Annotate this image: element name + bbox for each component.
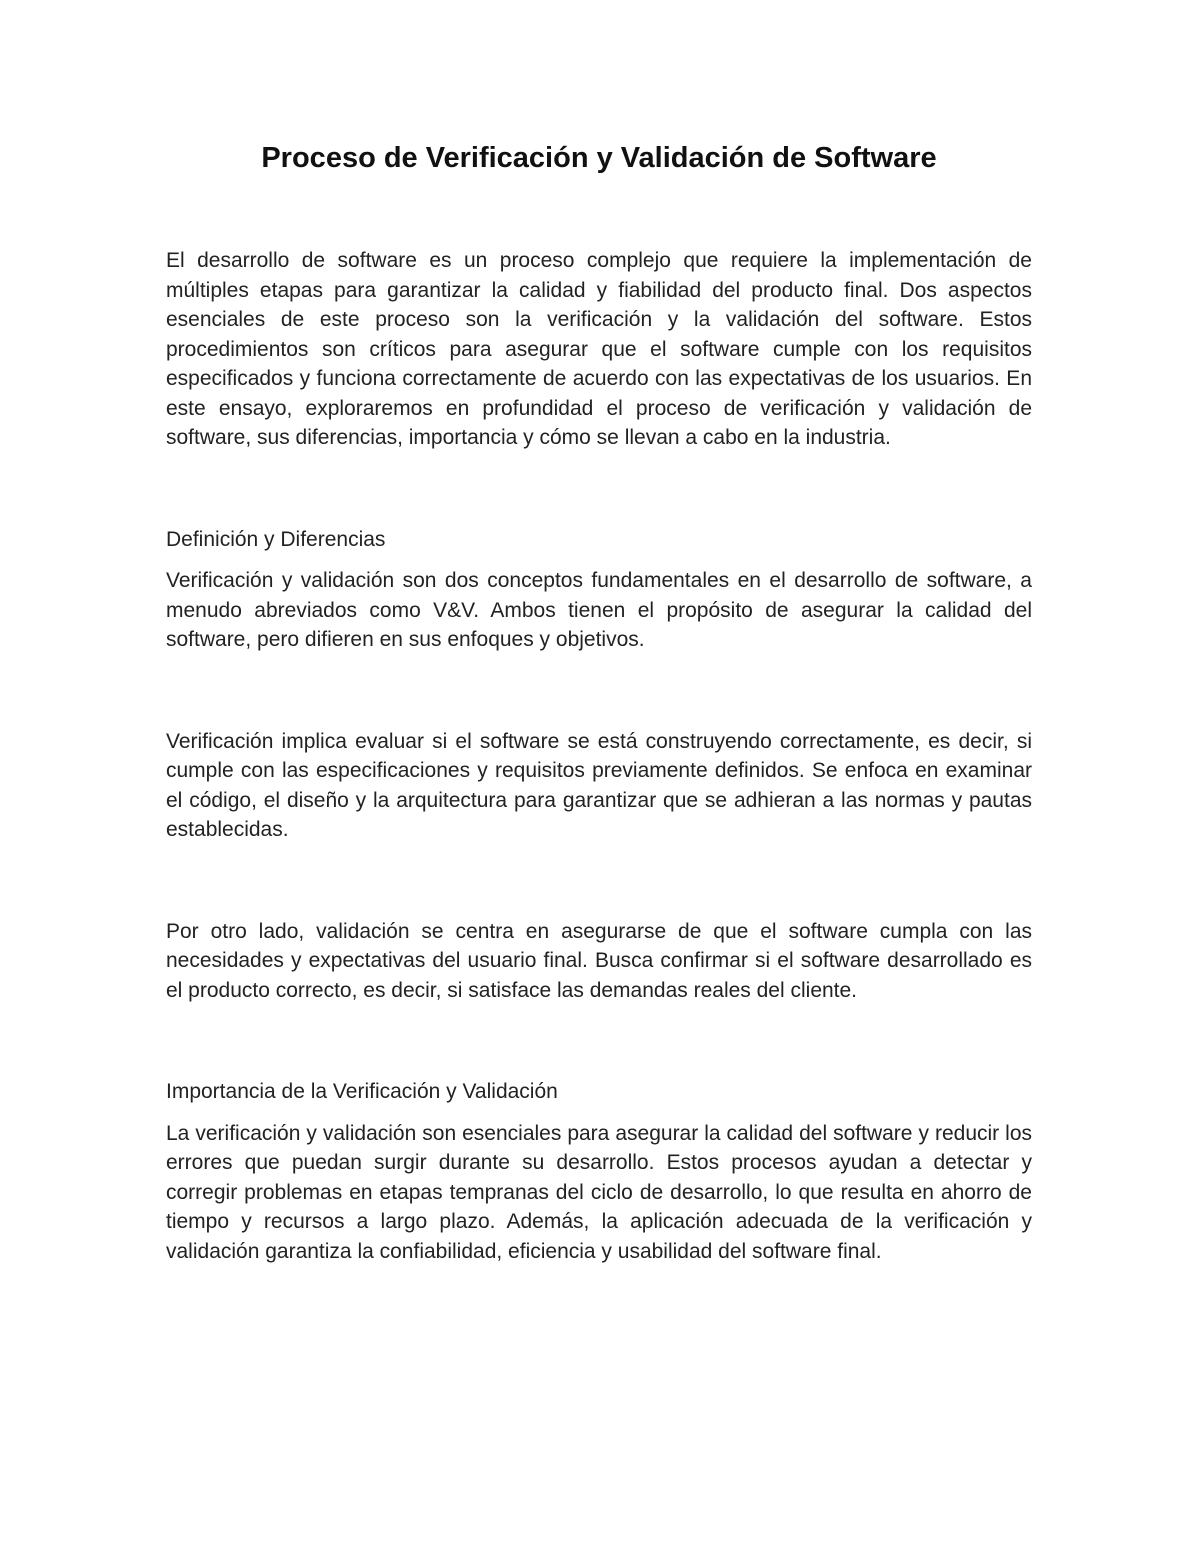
section-heading-definicion: Definición y Diferencias	[166, 527, 386, 551]
section-heading-importancia: Importancia de la Verificación y Validación	[166, 1080, 558, 1103]
spacer	[166, 178, 1032, 246]
spacer	[166, 554, 1032, 566]
paragraph-importancia: La verificación y validación son esenciales para asegurar la calidad del software y reducir los errores que puedan surgir durante su desarrollo. Estos procesos ayudan a detectar y corregir problemas en etapas tempranas del ciclo de desarrollo, lo que resulta en ahorro de tiempo y recursos a largo plazo. Además, la aplicación adecuada de la verificación y validación garantiza la confiabilidad, eficiencia y usabilidad del software final.	[166, 1121, 1032, 1263]
paragraph-validacion: Por otro lado, validación se centra en asegurarse de que el software cumpla con las necesidades y expectativas del usuario final. Busca confirmar si el software desarrollado es el producto correcto, es decir, si satisface las demandas reales del cliente.	[166, 919, 1032, 1002]
paragraph-verificacion: Verificación implica evaluar si el software se está construyendo correctamente, es decir, si cumple con las especificaciones y requisitos previamente definidos. Se enfoca en examinar el código, el diseño y la arquitectura para garantizar que se adhieran a las normas y pautas establecidas.	[166, 729, 1032, 841]
spacer	[166, 655, 1032, 727]
spacer	[166, 1005, 1032, 1077]
document-title: Proceso de Verificación y Validación de Software	[261, 142, 937, 174]
document-body	[166, 138, 1032, 1266]
spacer	[166, 453, 1032, 525]
spacer	[166, 1107, 1032, 1119]
paragraph-vv-concepts: Verificación y validación son dos conceptos fundamentales en el desarrollo de software, a menudo abreviados como V&V. Ambos tienen el propósito de asegurar la calidad del software, pero difieren en sus enfoques y objetivos.	[166, 569, 1032, 651]
intro-paragraph: El desarrollo de software es un proceso complejo que requiere la implementación de múltiples etapas para garantizar la calidad y fiabilidad del producto final. Dos aspectos esenciales de este proceso son la verificación y la validación del software. Estos procedimientos son críticos para asegurar que el software cumple con los requisitos especificados y funciona correctamente de acuerdo con las expectativas de los usuarios. En este ensayo, exploraremos en profundidad el proceso de verificación y validación de software, sus diferencias, importancia y cómo se llevan a cabo en la industria.	[166, 249, 1032, 449]
spacer	[166, 845, 1032, 917]
